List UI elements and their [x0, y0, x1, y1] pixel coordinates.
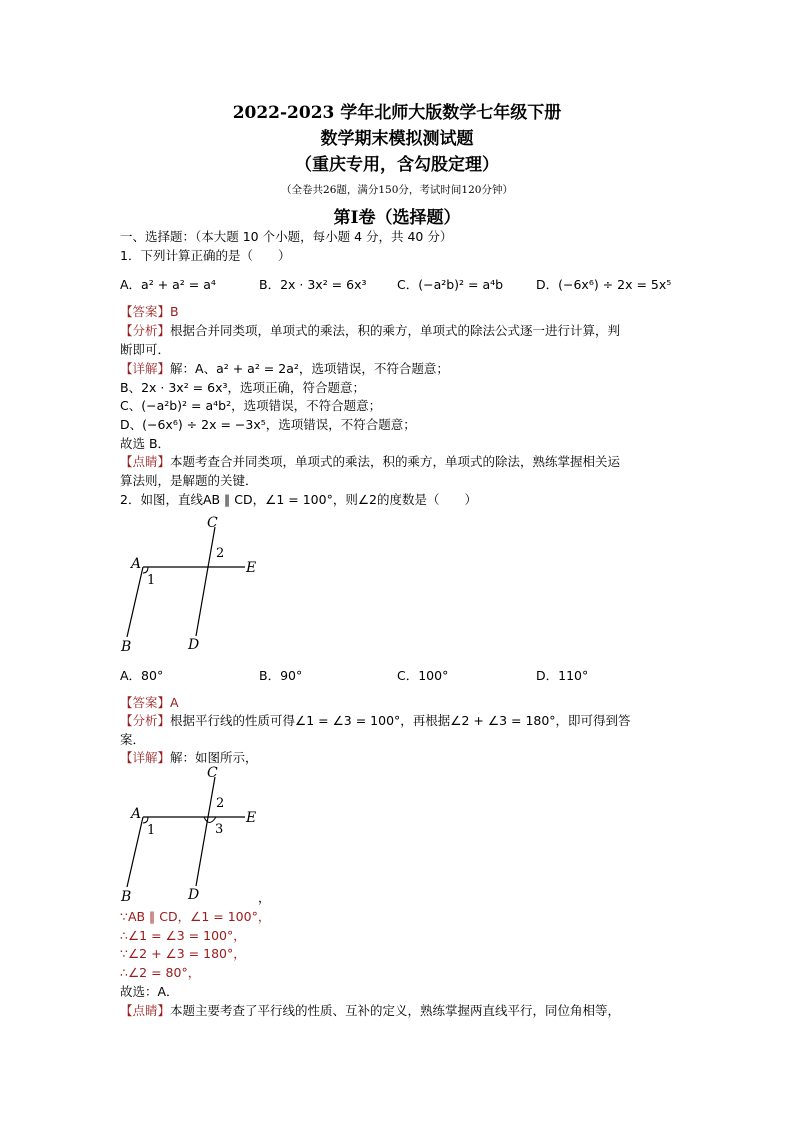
label-angle-2: 2 [216, 796, 225, 811]
q2-answer: 【答案】A [120, 695, 179, 710]
label-a: A [131, 556, 142, 572]
q2-option-b: B．90° [259, 668, 303, 683]
part-heading: 一、选择题：（本大题 10 个小题，每小题 4 分，共 40 分） [120, 229, 453, 244]
q2-detail: 【详解】解：如图所示， [120, 750, 258, 765]
section-title: 第Ⅰ卷（选择题） [333, 208, 461, 228]
q2-option-d: D．110° [536, 668, 589, 683]
label-e: E [246, 560, 257, 576]
q1-detail-line-1: 【详解】解：A、a² + a² = 2a²，选项错误，不符合题意； [120, 361, 449, 376]
title-line-1: 2022-2023 学年北师大版数学七年级下册 [232, 103, 562, 123]
q1-detail-line-4: D、(−6x⁶) ÷ 2x = −3x⁵，选项错误，不符合题意； [120, 417, 416, 432]
q1-choose: 故选 B． [120, 436, 171, 451]
q2-solution-figure [118, 762, 278, 907]
q2-analysis-line-1: 【分析】根据平行线的性质可得∠1 = ∠3 = 100°，再根据∠2 + ∠3 = 180°，即可得到答 [120, 713, 631, 728]
q2-choose: 故选：A． [120, 984, 179, 999]
q1-detail-line-2: B、2x · 3x² = 6x³，选项正确，符合题意； [120, 380, 365, 395]
q2-step-3: ∵∠2 + ∠3 = 180°， [120, 946, 246, 961]
q2-analysis-line-2: 案． [120, 732, 146, 747]
q2-step-2: ∴∠1 = ∠3 = 100°， [120, 928, 246, 943]
line-ab [127, 567, 143, 637]
label-e: E [246, 810, 257, 826]
q1-comment-line-2: 算法则，是解题的关键． [120, 473, 258, 488]
line-cd [196, 527, 215, 636]
label-b: B [121, 639, 132, 655]
q2-comment: 【点睛】本题主要考查了平行线的性质、互补的定义，熟练掌握两直线平行，同位角相等， [120, 1003, 621, 1018]
q2-step-1: ∵AB ∥ CD，∠1 = 100°， [120, 909, 271, 924]
exam-note: （全卷共26题，满分150分，考试时间120分钟） [281, 184, 513, 196]
label-c: C [207, 515, 218, 531]
q1-option-c: C．(−a²b)² = a⁴b [397, 277, 504, 292]
label-c: C [207, 765, 218, 781]
label-angle-2: 2 [216, 546, 225, 561]
q1-stem: 1．下列计算正确的是（ ） [120, 248, 291, 263]
q1-option-a: A．a² + a² = a⁴ [120, 277, 216, 292]
q1-option-b: B．2x · 3x² = 6x³ [259, 277, 367, 292]
q1-answer: 【答案】B [120, 304, 179, 319]
title-line-3: （重庆专用，含勾股定理） [295, 155, 499, 175]
label-a: A [131, 806, 142, 822]
line-ab [127, 817, 143, 887]
label-angle-1: 1 [147, 573, 156, 588]
q1-comment-line-1: 【点睛】本题考查合并同类项，单项式的乘法，积的乘方，单项式的除法，熟练掌握相关运 [120, 454, 621, 469]
q1-analysis-line-2: 断即可． [120, 342, 171, 357]
q2-step-4: ∴∠2 = 80°， [120, 965, 201, 980]
q2-stem: 2．如图，直线AB ∥ CD，∠1 = 100°，则∠2的度数是（ ） [120, 492, 477, 507]
label-angle-1: 1 [147, 823, 156, 838]
q2-option-c: C．100° [397, 668, 449, 683]
q1-analysis-line-1: 【分析】根据合并同类项，单项式的乘法，积的乘方，单项式的除法公式逐一进行计算，判 [120, 323, 621, 338]
label-d: D [188, 637, 200, 653]
q1-option-d: D．(−6x⁶) ÷ 2x = 5x⁵ [536, 277, 672, 292]
label-d: D [188, 887, 200, 903]
q1-detail-line-3: C、(−a²b)² = a⁴b²，选项错误，不符合题意； [120, 398, 382, 413]
label-b: B [121, 889, 132, 905]
title-line-2: 数学期末模拟测试题 [320, 129, 474, 149]
figure-trailing-comma: ， [258, 890, 271, 905]
q2-figure [118, 512, 278, 657]
line-cd [196, 777, 215, 886]
label-angle-3: 3 [215, 822, 224, 837]
q2-option-a: A．80° [120, 668, 164, 683]
